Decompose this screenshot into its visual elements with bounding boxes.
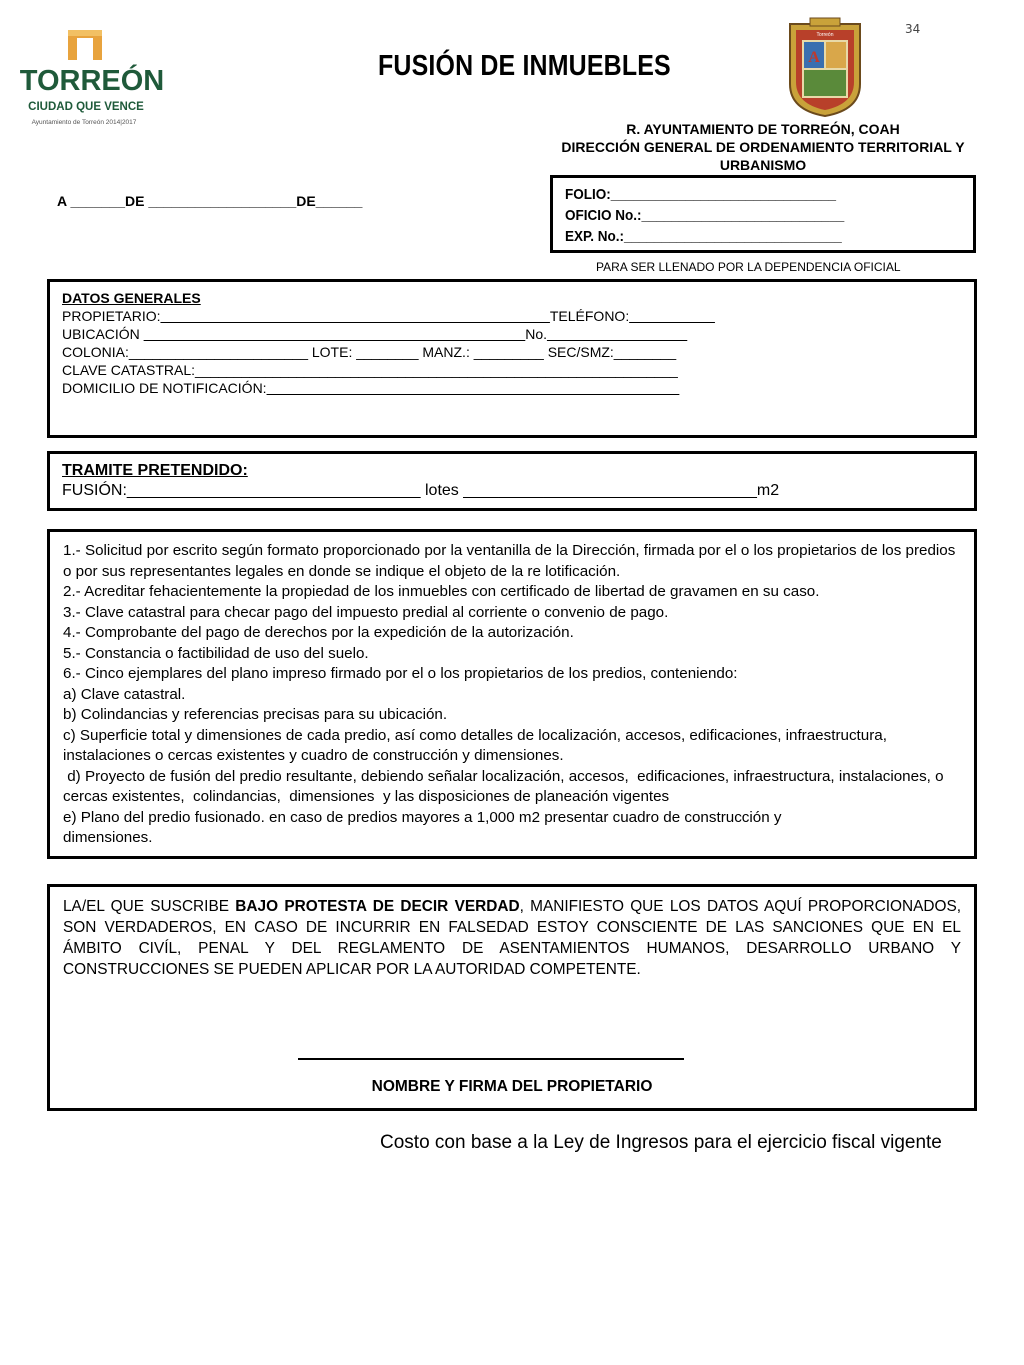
office-use-box bbox=[550, 175, 976, 253]
date-field[interactable]: A _______DE ___________________DE______ bbox=[57, 193, 363, 209]
requirement-item: 3.- Clave catastral para checar pago del impuesto predial al corriente o convenio de pago. bbox=[63, 603, 669, 621]
clave-catastral-row[interactable]: CLAVE CATASTRAL:______________________________________________________________ bbox=[62, 362, 678, 378]
requirements-section bbox=[47, 529, 977, 859]
requirement-item: 5.- Constancia o factibilidad de uso del suelo. bbox=[63, 644, 369, 662]
ubicacion-label: UBICACIÓN bbox=[62, 326, 144, 342]
telefono-blank[interactable]: ___________ bbox=[629, 308, 715, 324]
oficio-field[interactable]: OFICIO No.:___________________________ bbox=[565, 207, 845, 224]
propietario-label: PROPIETARIO: bbox=[62, 308, 161, 324]
crest-graphic bbox=[780, 14, 870, 118]
requirement-item: b) Colindancias y referencias precisas para su ubicación. bbox=[63, 706, 448, 723]
declaration-bold: BAJO PROTESTA DE DECIR VERDAD bbox=[235, 898, 520, 915]
propietario-blank[interactable]: __________________________________________________ bbox=[160, 308, 550, 324]
torreon-logo bbox=[12, 26, 172, 128]
requirement-item: d) Proyecto de fusión del predio resultante, debiendo señalar localización, accesos, edificaciones, infraestructura, instalaciones, o cercas existentes, colindancias, dimensiones y las disposiciones de planeación vigentes bbox=[63, 767, 948, 805]
requirement-item: 2.- Acreditar fehacientemente la propiedad de los inmuebles con certificado de libertad de gravamen en su caso. bbox=[63, 583, 820, 600]
page-number: 34 bbox=[905, 22, 921, 36]
declaration-text-end: , MANIFIESTO QUE LOS DATOS AQUÍ PROPORCIONADOS, SON VERDADEROS, EN CASO DE INCURRIR EN FALSEDAD ESTOY CONSCIENTE DE LAS SANCIONES QUE EN EL ÁMBITO CIVÍL, PENAL Y DEL REGLAMENTO DE ASENTAMIENTOS HUMANOS, DESARROLLO URBANO Y CONSTRUCCIONES SE PUEDEN APLICAR POR LA AUTORIDAD COMPETENTE. bbox=[63, 898, 961, 978]
requirement-item: 4.- Comprobante del pago de derechos por la expedición de la autorización. bbox=[63, 624, 574, 641]
general-data-heading: DATOS GENERALES bbox=[62, 290, 201, 306]
svg-text:A: A bbox=[808, 49, 820, 66]
cost-note: Costo con base a la Ley de Ingresos para el ejercicio fiscal vigente bbox=[380, 1132, 942, 1153]
declaration-text-start: LA/EL QUE SUSCRIBE bbox=[63, 898, 236, 915]
exp-field[interactable]: EXP. No.:_____________________________ bbox=[565, 228, 842, 245]
telefono-label: TELÉFONO: bbox=[549, 308, 630, 324]
requirement-item: 1.- Solicitud por escrito según formato proporcionado por la ventanilla de la Dirección, firmada por el o los propietarios de los predios o por sus representantes legales en donde se indique el objeto de la re lotificación. bbox=[63, 542, 956, 580]
svg-text:TORREÓN: TORREÓN bbox=[19, 65, 165, 97]
general-data-section bbox=[47, 279, 977, 438]
organization-header bbox=[530, 120, 996, 174]
fusion-row[interactable]: FUSIÓN:_________________________________ lotes _________________________________m2 bbox=[62, 482, 780, 499]
domicilio-label: DOMICILIO DE NOTIFICACIÓN: bbox=[62, 380, 267, 396]
svg-text:Ayuntamiento de Torreón 2014|2: Ayuntamiento de Torreón 2014|2017 bbox=[31, 119, 137, 126]
city-crest bbox=[780, 14, 870, 118]
organization-line1: R. AYUNTAMIENTO DE TORREÓN, COAH bbox=[626, 121, 900, 137]
no-label: No. bbox=[525, 326, 548, 342]
requirement-item: c) Superficie total y dimensiones de cada predio, así como detalles de localización, accesos, edificaciones, infraestructura, instalaciones o cercas existentes y cuadro de construcción y dimensiones. bbox=[63, 726, 887, 764]
declaration-section bbox=[47, 884, 977, 1111]
no-blank[interactable]: __________________ bbox=[547, 326, 688, 342]
tramite-section bbox=[47, 451, 977, 511]
page-title: FUSIÓN DE INMUEBLES bbox=[378, 50, 671, 82]
domicilio-row[interactable] bbox=[62, 379, 962, 397]
colonia-row[interactable]: COLONIA:_______________________ LOTE: ________ MANZ.: _________ SEC/SMZ:________ bbox=[62, 344, 677, 360]
crest-label: Torreón bbox=[816, 32, 834, 38]
propietario-row[interactable] bbox=[62, 307, 962, 325]
tramite-heading: TRAMITE PRETENDIDO: bbox=[62, 462, 248, 479]
ubicacion-blank[interactable]: _________________________________________________ bbox=[143, 326, 526, 342]
signature-label: NOMBRE Y FIRMA DEL PROPIETARIO bbox=[371, 1078, 653, 1095]
requirement-item: e) Plano del predio fusionado. en caso de predios mayores a 1,000 m2 presentar cuadro de construcción y dimensiones. bbox=[63, 808, 782, 846]
folio-field[interactable]: FOLIO:______________________________ bbox=[565, 186, 836, 203]
ubicacion-row[interactable] bbox=[62, 325, 962, 343]
requirement-item: 6.- Cinco ejemplares del plano impreso firmado por el o los propietarios de los predios, conteniendo: bbox=[63, 665, 738, 682]
requirement-item: a) Clave catastral. bbox=[63, 685, 186, 703]
office-use-note: PARA SER LLENADO POR LA DEPENDENCIA OFICIAL bbox=[596, 260, 901, 274]
signature-line[interactable] bbox=[298, 1058, 684, 1060]
domicilio-blank[interactable]: _____________________________________________________ bbox=[266, 380, 680, 396]
organization-line2: DIRECCIÓN GENERAL DE ORDENAMIENTO TERRITORIAL Y URBANISMO bbox=[561, 139, 965, 173]
torreon-logo-graphic bbox=[12, 26, 172, 128]
svg-text:CIUDAD QUE VENCE: CIUDAD QUE VENCE bbox=[28, 101, 144, 113]
